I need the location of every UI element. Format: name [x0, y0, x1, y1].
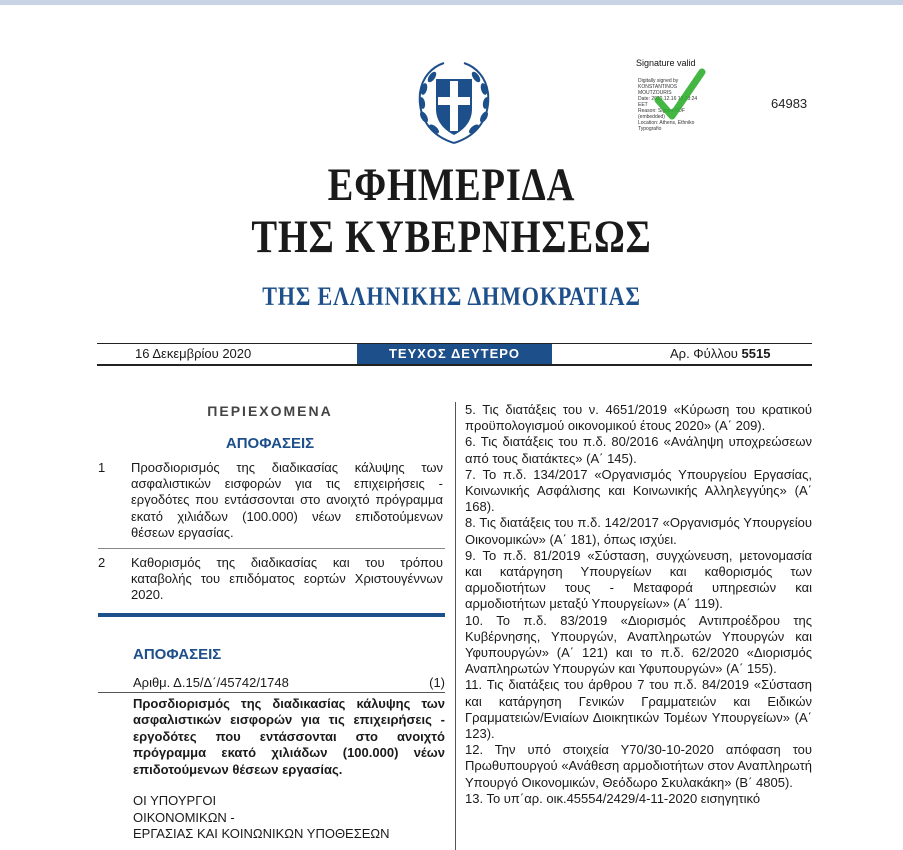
contents-heading: ΠΕΡΙΕΧΟΜΕΝΑ	[207, 403, 333, 419]
paragraph: 5. Τις διατάξεις του ν. 4651/2019 «Κύρωση του κρατικού προϋπολογισμού οικονομικού έτους 2020» (Α΄ 209).	[465, 402, 812, 434]
decision-reference: Αριθμ. Δ.15/Δ΄/45742/1748 (1)	[133, 675, 445, 690]
contents-separator	[98, 548, 445, 549]
paragraph: 8. Τις διατάξεις του π.δ. 142/2017 «Οργανισμός Υπουργείου Οικονομικών» (Α΄ 181), όπως ισχύει.	[465, 515, 812, 547]
paragraph: 11. Τις διατάξεις του άρθρου 7 του π.δ. 84/2019 «Σύσταση και κατάργηση Γενικών Γραμματειών και Ειδικών Γραμματειών/Ενιαίων Διοικητικών Τομέων Υπουργείων» (Α΄ 123).	[465, 677, 812, 742]
paragraph: 9. Το π.δ. 81/2019 «Σύσταση, συγχώνευση, μετονομασία και κατάργηση Υπουργείων και καθορισμός των αρμοδιοτήτων τους - Μεταφορά υπηρεσιών και αρμοδιοτήτων μεταξύ Υπουργείων» (Α΄ 119).	[465, 547, 812, 612]
ministers-block: ΟΙ ΥΠΟΥΡΓΟΙ ΟΙΚΟΝΟΜΙΚΩΝ - ΕΡΓΑΣΙΑΣ ΚΑΙ ΚΟΙΝΩΝΙΚΩΝ ΥΠΟΘΕΣΕΩΝ	[133, 793, 390, 841]
page-number: 64983	[771, 96, 808, 111]
top-border	[0, 0, 903, 5]
decision-title: Προσδιορισμός της διαδικασίας κάλυψης των ασφαλιστικών εισφορών για τις επιχειρήσεις - εργοδότες που εντάσσονται στο ανοιχτό πρόγραμμα εκατό χιλιάδων (100.000) νέων επιδοτούμενων θέσεων εργασίας.	[133, 696, 445, 777]
checkmark-icon	[654, 66, 706, 124]
column-divider	[455, 402, 456, 850]
signature-status: Signature valid	[636, 58, 696, 68]
section-divider	[98, 613, 445, 617]
issue-badge: ΤΕΥΧΟΣ ΔΕΥΤΕΡΟ	[357, 344, 552, 364]
header-rule-bottom	[97, 364, 812, 366]
decisions-heading: ΑΠΟΦΑΣΕΙΣ	[133, 646, 222, 663]
greek-coat-of-arms-emblem	[414, 57, 494, 147]
masthead-subtitle: ΤΗΣ ΕΛΛΗΝΙΚΗΣ ΔΗΜΟΚΡΑΤΙΑΣ	[262, 282, 641, 311]
issue-date: 16 Δεκεμβρίου 2020	[135, 346, 252, 361]
right-column-text	[465, 402, 812, 807]
paragraph: 6. Τις διατάξεις του π.δ. 80/2016 «Ανάληψη υποχρεώσεων από τους διατάκτες» (Α΄ 145).	[465, 434, 812, 466]
decision-reference-rule	[98, 692, 445, 693]
digital-signature-stamp[interactable]	[636, 60, 731, 130]
paragraph: 7. Το π.δ. 134/2017 «Οργανισμός Υπουργείου Εργασίας, Κοινωνικής Ασφάλισης και Κοινωνικής Αλληλεγγύης» (Α΄ 168).	[465, 466, 812, 515]
paragraph: 12. Την υπό στοιχεία Υ70/30-10-2020 απόφαση του Πρωθυπουργού «Ανάθεση αρμοδιοτήτων στον Αναπληρωτή Υπουργό Οικονομικών, Θεόδωρο Σκυλακάκη» (Β΄ 4805).	[465, 742, 812, 790]
paragraph: 13. Το υπ΄αρ. οικ.45554/2429/4-11-2020 εισηγητικό	[465, 790, 761, 806]
masthead-title-line1: ΕΦΗΜΕΡΙΔΑ	[327, 159, 576, 211]
paragraph: 10. Το π.δ. 83/2019 «Διορισμός Αντιπροέδρου της Κυβέρνησης, Υπουργών, Αναπληρωτών Υπουργών και Υφυπουργών» (Α΄ 121) και το π.δ. 62/2020 «Διορισμός Αναπληρωτών Υπουργών και Υφυπουργών» (Α΄ 155).	[465, 612, 812, 677]
masthead-title-line2: ΤΗΣ ΚΥΒΕΡΝΗΣΕΩΣ	[251, 211, 652, 263]
contents-section-heading: ΑΠΟΦΑΣΕΙΣ	[225, 435, 315, 452]
sheet-number: Αρ. Φύλλου 5515	[670, 346, 771, 361]
signature-details: Digitally signed by KONSTANTINOS MOUTZOURIS Date: 2020.12.16 18:28:24 EET Reason: Signed PDF (embedded) Location: Athens, Ethniko Typografio	[638, 78, 698, 132]
